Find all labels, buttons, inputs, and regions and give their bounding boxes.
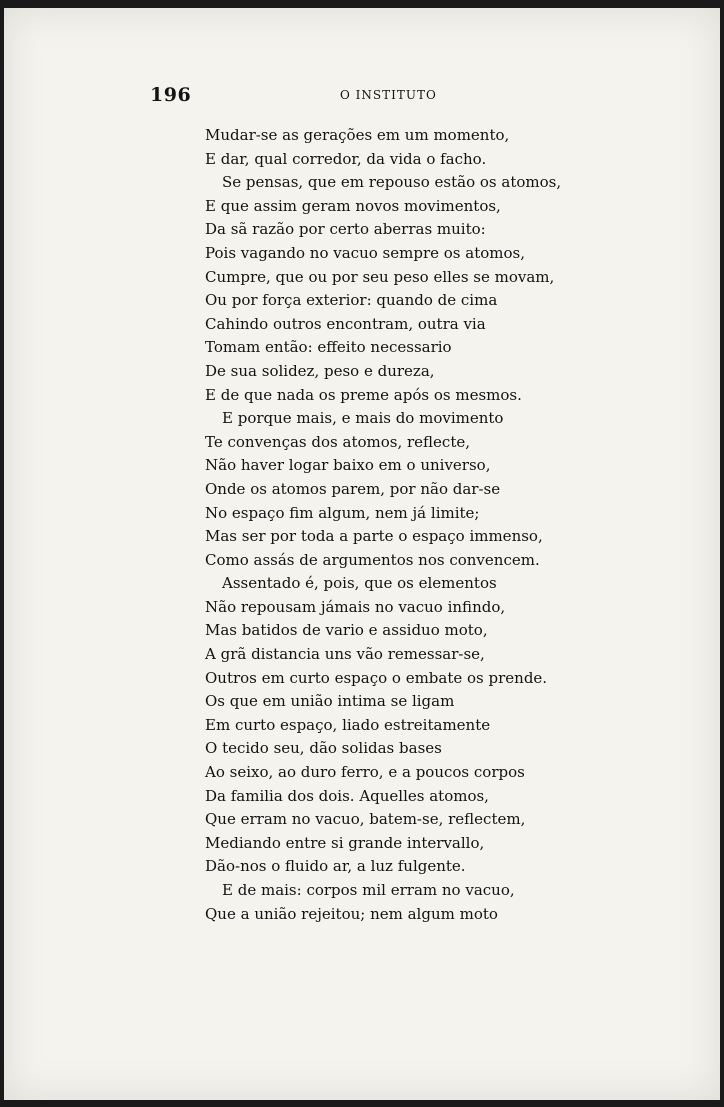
poem-line: Cumpre, que ou por seu peso elles se movam, — [205, 267, 555, 286]
poem-line: Pois vagando no vacuo sempre os atomos, — [205, 243, 525, 262]
poem-line: E de que nada os preme após os mesmos. — [205, 385, 522, 404]
poem-line: E que assim geram novos movimentos, — [205, 196, 501, 215]
page-number: 196 — [150, 84, 192, 106]
poem-line: E de mais: corpos mil erram no vacuo, — [222, 881, 515, 899]
poem-line: Ou por força exterior: quando de cima — [205, 291, 498, 310]
poem-line: Dão-nos o fluido ar, a luz fulgente. — [205, 857, 466, 876]
poem-line: O tecido seu, dão solidas bases — [205, 739, 442, 758]
poem-line: Que a união rejeitou; nem algum moto — [205, 904, 498, 923]
poem-line: Tomam então: effeito necessario — [205, 338, 452, 357]
running-head: O INSTITUTO — [340, 88, 437, 102]
poem-line: Em curto espaço, liado estreitamente — [205, 715, 491, 734]
poem-line: E porque mais, e mais do movimento — [222, 409, 504, 428]
poem-text — [205, 124, 565, 926]
poem-line: De sua solidez, peso e dureza, — [205, 361, 435, 380]
poem-line: Mas batidos de vario e assiduo moto, — [205, 621, 488, 640]
poem-line: A grã distancia uns vão remessar-se, — [205, 645, 485, 664]
poem-line: Mediando entre si grande intervallo, — [205, 833, 485, 852]
poem-line: Que erram no vacuo, batem-se, reflectem, — [205, 810, 526, 829]
page-header — [150, 84, 590, 112]
poem-line: Onde os atomos parem, por não dar-se — [205, 479, 501, 498]
poem-line: Se pensas, que em repouso estão os atomos, — [222, 173, 562, 192]
book-page — [4, 8, 720, 1100]
poem-line: Assentado é, pois, que os elementos — [222, 574, 497, 593]
poem-line: Os que em união intima se ligam — [205, 692, 455, 711]
poem-line: Cahindo outros encontram, outra via — [205, 314, 486, 333]
poem-line: Mas ser por toda a parte o espaço immenso, — [205, 527, 543, 546]
poem-line: Mudar-se as gerações em um momento, — [205, 126, 510, 144]
poem-line: Da sã razão por certo aberras muito: — [205, 220, 486, 239]
poem-line: Não repousam jámais no vacuo infindo, — [205, 597, 506, 616]
poem-line: Não haver logar baixo em o universo, — [205, 456, 491, 475]
poem-line: No espaço fim algum, nem já limite; — [205, 503, 480, 522]
poem-line: Como assás de argumentos nos convencem. — [205, 550, 540, 569]
poem-line: Outros em curto espaço o embate os prende. — [205, 668, 548, 687]
poem-line: Te convenças dos atomos, reflecte, — [205, 432, 470, 451]
poem-line: Da familia dos dois. Aquelles atomos, — [205, 786, 489, 805]
poem-line: Ao seixo, ao duro ferro, e a poucos corpos — [205, 763, 525, 782]
poem-line: E dar, qual corredor, da vida o facho. — [205, 149, 487, 168]
